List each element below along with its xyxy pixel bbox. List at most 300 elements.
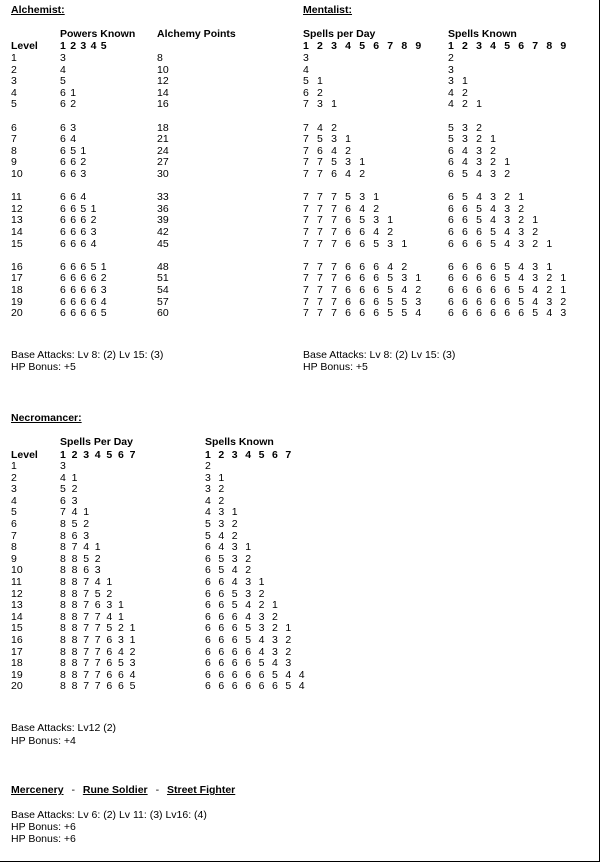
spells-known-cell: 3 bbox=[258, 622, 265, 635]
powers-known-cell: 6 bbox=[70, 191, 77, 204]
powers-known-cell: 6 bbox=[60, 272, 66, 285]
spells-known-cell: 3 bbox=[476, 156, 482, 169]
spells-known-cell: 3 bbox=[532, 272, 539, 285]
spells-per-day-cell: 1 bbox=[106, 576, 113, 588]
spells-known-cell: 6 bbox=[231, 657, 238, 670]
spells-per-day-cell: 8 bbox=[71, 634, 78, 646]
necromancer-title: Necromancer: bbox=[11, 412, 82, 424]
powers-known-cell: 6 bbox=[80, 214, 87, 227]
spells-per-day-cell: 6 bbox=[373, 284, 380, 296]
spells-per-day-cell: 4 bbox=[94, 576, 101, 588]
spells-per-day-cell: 8 bbox=[71, 576, 78, 588]
spells-per-day-cell: 6 bbox=[345, 214, 351, 227]
table-row bbox=[0, 99, 600, 111]
level-cell: 8 bbox=[11, 541, 17, 554]
spells-known-cell: 6 bbox=[476, 226, 482, 238]
necromancer-spd-level-number: 1 bbox=[60, 449, 66, 461]
spells-per-day-cell: 7 bbox=[83, 634, 90, 646]
powers-known-cell: 6 bbox=[60, 121, 66, 134]
spells-per-day-cell: 8 bbox=[71, 680, 78, 693]
powers-known-cell: 6 bbox=[60, 260, 66, 273]
spells-known-cell: 2 bbox=[448, 52, 454, 64]
spells-per-day-cell: 6 bbox=[373, 307, 380, 320]
spells-per-day-cell: 2 bbox=[83, 518, 90, 530]
spells-known-cell: 4 bbox=[546, 307, 553, 320]
spells-known-cell: 6 bbox=[448, 260, 454, 273]
spells-per-day-cell: 6 bbox=[118, 668, 124, 681]
spells-per-day-cell: 7 bbox=[303, 133, 309, 146]
spells-per-day-cell: 5 bbox=[83, 552, 90, 565]
spells-per-day-cell: 7 bbox=[303, 226, 309, 238]
spells-per-day-cell: 7 bbox=[331, 284, 337, 296]
alchemy-points-cell: 18 bbox=[157, 121, 169, 134]
spells-known-cell: 4 bbox=[245, 599, 252, 612]
spells-known-cell: 6 bbox=[504, 284, 511, 296]
spells-known-cell: 6 bbox=[476, 307, 482, 320]
spells-known-cell: 5 bbox=[448, 133, 454, 146]
spells-known-cell: 6 bbox=[448, 237, 454, 250]
mentalist-sk-level-number: 7 bbox=[532, 40, 539, 52]
spells-per-day-cell: 7 bbox=[331, 237, 337, 250]
spells-per-day-cell: 7 bbox=[303, 156, 309, 169]
powers-known-cell: 1 bbox=[70, 86, 77, 99]
mentalist-spd-level-number: 9 bbox=[415, 40, 422, 52]
powers-known-cell: 6 bbox=[60, 202, 66, 215]
spells-per-day-cell: 2 bbox=[387, 226, 394, 238]
mentalist-sk-level-number: 6 bbox=[518, 40, 525, 52]
spells-per-day-cell: 7 bbox=[317, 272, 323, 285]
spells-known-cell: 6 bbox=[462, 295, 468, 308]
spells-per-day-cell: 7 bbox=[331, 226, 337, 238]
spells-known-cell: 4 bbox=[476, 168, 482, 180]
necromancer-spd-header: Spells Per Day bbox=[60, 436, 133, 448]
spells-known-cell: 3 bbox=[462, 121, 468, 134]
alchemist-hp-bonus: HP Bonus: +5 bbox=[11, 361, 76, 373]
spells-known-cell: 3 bbox=[462, 133, 468, 146]
spells-per-day-cell: 8 bbox=[71, 564, 78, 577]
spells-per-day-cell: 2 bbox=[317, 86, 323, 99]
spells-known-cell: 6 bbox=[476, 284, 482, 296]
spells-per-day-cell: 6 bbox=[106, 634, 113, 646]
necromancer-spd-level-number: 3 bbox=[83, 449, 90, 461]
class-links-line bbox=[11, 785, 235, 797]
mentalist-sk-level-number: 5 bbox=[504, 40, 511, 52]
spells-per-day-cell: 2 bbox=[401, 260, 408, 273]
footer-hp-bonus-1: HP Bonus: +6 bbox=[11, 821, 76, 833]
table-row bbox=[0, 204, 600, 216]
mentalist-spd-level-number: 4 bbox=[345, 40, 351, 52]
spells-known-cell: 2 bbox=[462, 98, 468, 111]
spells-known-cell: 6 bbox=[462, 202, 468, 215]
spells-known-cell: 6 bbox=[205, 668, 211, 681]
powers-known-cell: 6 bbox=[60, 168, 66, 180]
spells-per-day-cell: 7 bbox=[303, 121, 309, 134]
spells-known-cell: 2 bbox=[245, 552, 252, 565]
spells-per-day-cell: 8 bbox=[71, 587, 78, 600]
spells-per-day-cell: 7 bbox=[303, 168, 309, 180]
spells-per-day-cell: 6 bbox=[373, 295, 380, 308]
spells-known-cell: 2 bbox=[476, 133, 482, 146]
spells-known-cell: 3 bbox=[285, 657, 292, 670]
necromancer-level-header: Level bbox=[11, 449, 38, 461]
spells-per-day-cell: 7 bbox=[317, 168, 323, 180]
level-cell: 2 bbox=[11, 471, 17, 484]
table-row bbox=[0, 297, 600, 309]
spells-known-cell: 2 bbox=[532, 237, 539, 250]
powers-known-cell: 2 bbox=[90, 214, 97, 227]
powers-known-cell: 6 bbox=[80, 284, 87, 296]
spells-per-day-cell: 7 bbox=[317, 202, 323, 215]
table-row bbox=[0, 554, 320, 566]
spells-known-cell: 2 bbox=[532, 226, 539, 238]
level-cell: 4 bbox=[11, 86, 17, 99]
level-cell: 11 bbox=[11, 191, 22, 204]
spells-per-day-cell: 7 bbox=[303, 284, 309, 296]
spells-per-day-cell: 5 bbox=[373, 237, 380, 250]
powers-known-cell: 6 bbox=[60, 284, 66, 296]
spells-known-cell: 1 bbox=[272, 599, 278, 612]
spells-known-cell: 3 bbox=[245, 576, 252, 588]
spells-known-cell: 3 bbox=[258, 610, 265, 623]
spells-per-day-cell: 3 bbox=[359, 191, 366, 204]
level-cell: 1 bbox=[11, 460, 17, 472]
level-cell: 11 bbox=[11, 576, 22, 588]
powers-known-cell: 6 bbox=[60, 191, 66, 204]
mentalist-base-attacks: Base Attacks: Lv 8: (2) Lv 15: (3) bbox=[303, 349, 456, 361]
level-cell: 5 bbox=[11, 506, 17, 519]
spells-known-cell: 6 bbox=[231, 622, 238, 635]
powers-known-cell: 6 bbox=[60, 226, 66, 238]
spells-known-cell: 3 bbox=[546, 295, 553, 308]
spells-per-day-cell: 2 bbox=[415, 284, 422, 296]
powers-known-cell: 6 bbox=[60, 295, 66, 308]
spells-per-day-cell: 1 bbox=[71, 471, 78, 484]
powers-known-cell: 2 bbox=[100, 272, 107, 285]
necromancer-sk-level-number: 5 bbox=[258, 449, 265, 461]
spells-known-cell: 2 bbox=[476, 121, 482, 134]
spells-known-cell: 4 bbox=[532, 284, 539, 296]
table-row bbox=[0, 461, 320, 473]
spells-known-cell: 3 bbox=[504, 214, 511, 227]
spells-per-day-cell: 6 bbox=[317, 144, 323, 157]
spells-known-cell: 6 bbox=[231, 668, 238, 681]
mentalist-sk-level-number: 1 bbox=[448, 40, 454, 52]
spells-known-cell: 4 bbox=[218, 529, 225, 542]
spells-known-cell: 3 bbox=[218, 506, 225, 519]
spells-per-day-cell: 7 bbox=[83, 576, 90, 588]
spells-per-day-cell: 7 bbox=[83, 680, 90, 693]
spells-known-cell: 6 bbox=[258, 680, 265, 693]
spells-known-cell: 5 bbox=[476, 202, 482, 215]
spells-known-cell: 2 bbox=[285, 634, 292, 646]
footer-hp-bonus-2: HP Bonus: +6 bbox=[11, 833, 76, 845]
spells-known-cell: 6 bbox=[218, 634, 225, 646]
spells-known-cell: 4 bbox=[448, 98, 454, 111]
spells-per-day-cell: 7 bbox=[303, 272, 309, 285]
spells-known-cell: 2 bbox=[258, 587, 265, 600]
powers-known-cell: 6 bbox=[70, 202, 77, 215]
spells-per-day-cell: 8 bbox=[60, 518, 66, 530]
powers-known-cell: 6 bbox=[80, 260, 87, 273]
level-cell: 5 bbox=[11, 98, 17, 111]
table-row bbox=[0, 192, 600, 204]
mentalist-sk-level-number: 3 bbox=[476, 40, 482, 52]
mentalist-table bbox=[0, 53, 600, 343]
powers-known-cell: 6 bbox=[80, 272, 87, 285]
spells-known-cell: 4 bbox=[462, 156, 468, 169]
level-cell: 9 bbox=[11, 156, 17, 169]
spells-known-cell: 4 bbox=[504, 237, 511, 250]
table-row bbox=[0, 134, 600, 146]
necromancer-sk-level-number: 6 bbox=[272, 449, 278, 461]
powers-known-cell: 3 bbox=[100, 284, 107, 296]
powers-known-cell: 5 bbox=[70, 144, 77, 157]
mentalist-spd-level-number: 7 bbox=[387, 40, 394, 52]
spells-known-cell: 6 bbox=[205, 610, 211, 623]
alchemy-points-cell: 36 bbox=[157, 202, 169, 215]
table-row bbox=[0, 635, 320, 647]
spells-per-day-cell: 8 bbox=[60, 680, 66, 693]
table-row bbox=[0, 507, 320, 519]
spells-known-cell: 4 bbox=[205, 494, 211, 507]
spells-known-cell: 6 bbox=[205, 680, 211, 693]
level-cell: 16 bbox=[11, 260, 23, 273]
powers-known-cell: 6 bbox=[60, 156, 66, 169]
spells-per-day-cell: 5 bbox=[401, 307, 408, 320]
spells-known-cell: 6 bbox=[231, 645, 238, 658]
table-row bbox=[0, 53, 600, 65]
mentalist-spd-level-number: 3 bbox=[331, 40, 337, 52]
spells-known-cell: 1 bbox=[518, 191, 525, 204]
level-cell: 13 bbox=[11, 214, 23, 227]
spells-known-cell: 4 bbox=[298, 668, 305, 681]
powers-known-cell: 2 bbox=[80, 156, 87, 169]
spells-per-day-cell: 4 bbox=[415, 307, 422, 320]
spells-per-day-cell: 4 bbox=[359, 202, 366, 215]
spells-per-day-cell: 7 bbox=[331, 191, 337, 204]
mentalist-hp-bonus: HP Bonus: +5 bbox=[303, 361, 368, 373]
spells-per-day-cell: 6 bbox=[359, 237, 366, 250]
spells-per-day-cell: 8 bbox=[71, 552, 78, 565]
necromancer-sk-level-number: 3 bbox=[231, 449, 238, 461]
spells-per-day-cell: 7 bbox=[317, 260, 323, 273]
spells-per-day-cell: 7 bbox=[303, 98, 309, 111]
spells-per-day-cell: 1 bbox=[118, 610, 124, 623]
spells-per-day-cell: 7 bbox=[83, 645, 90, 658]
spells-known-cell: 1 bbox=[504, 156, 511, 169]
level-cell: 6 bbox=[11, 121, 17, 134]
spells-per-day-cell: 7 bbox=[317, 284, 323, 296]
spells-per-day-cell: 8 bbox=[71, 645, 78, 658]
spells-known-cell: 5 bbox=[518, 284, 525, 296]
powers-known-cell: 5 bbox=[100, 307, 107, 320]
spells-known-cell: 6 bbox=[218, 645, 225, 658]
powers-known-cell: 6 bbox=[70, 284, 77, 296]
spells-known-cell: 2 bbox=[490, 144, 496, 157]
spells-per-day-cell: 6 bbox=[94, 599, 101, 612]
necromancer-spd-level-number: 2 bbox=[71, 449, 78, 461]
level-cell: 9 bbox=[11, 552, 17, 565]
spells-known-cell: 5 bbox=[205, 529, 211, 542]
spells-per-day-cell: 6 bbox=[331, 168, 337, 180]
alchemy-points-cell: 45 bbox=[157, 237, 169, 250]
spells-known-cell: 3 bbox=[231, 541, 238, 554]
powers-known-cell: 3 bbox=[60, 52, 66, 64]
powers-known-cell: 6 bbox=[80, 237, 87, 250]
spells-known-cell: 6 bbox=[504, 307, 511, 320]
alchemy-points-cell: 33 bbox=[157, 191, 169, 204]
spells-per-day-cell: 1 bbox=[94, 541, 101, 554]
spells-per-day-cell: 1 bbox=[331, 98, 337, 111]
spells-per-day-cell: 6 bbox=[106, 668, 113, 681]
spells-known-cell: 6 bbox=[448, 307, 454, 320]
spells-known-cell: 2 bbox=[258, 599, 265, 612]
spells-per-day-cell: 4 bbox=[401, 284, 408, 296]
spells-per-day-cell: 7 bbox=[331, 214, 337, 227]
spells-per-day-cell: 6 bbox=[359, 295, 366, 308]
spells-per-day-cell: 2 bbox=[129, 645, 136, 658]
spells-per-day-cell: 5 bbox=[118, 657, 124, 670]
table-row bbox=[0, 123, 600, 135]
spells-per-day-cell: 1 bbox=[415, 272, 422, 285]
spells-known-cell: 5 bbox=[245, 634, 252, 646]
spells-per-day-cell: 7 bbox=[94, 645, 101, 658]
spells-known-cell: 6 bbox=[272, 680, 278, 693]
spells-per-day-cell: 2 bbox=[345, 144, 351, 157]
spells-known-cell: 4 bbox=[258, 645, 265, 658]
spells-known-cell: 4 bbox=[298, 680, 305, 693]
spells-per-day-cell: 5 bbox=[129, 680, 136, 693]
spells-known-cell: 6 bbox=[205, 657, 211, 670]
spells-known-cell: 2 bbox=[218, 483, 225, 496]
necromancer-sk-level-number: 4 bbox=[245, 449, 252, 461]
powers-known-cell: 6 bbox=[60, 307, 66, 320]
spells-known-cell: 6 bbox=[245, 657, 252, 670]
alchemy-points-cell: 60 bbox=[157, 307, 169, 320]
spells-per-day-cell: 7 bbox=[83, 657, 90, 670]
spells-per-day-cell: 4 bbox=[317, 121, 323, 134]
alchemy-points-cell: 8 bbox=[157, 52, 163, 64]
spells-known-cell: 1 bbox=[285, 622, 292, 635]
powers-known-cell: 6 bbox=[60, 237, 66, 250]
spells-known-cell: 6 bbox=[462, 307, 468, 320]
mentalist-spd-level-number: 8 bbox=[401, 40, 408, 52]
level-cell: 17 bbox=[11, 645, 23, 658]
table-row bbox=[0, 577, 320, 589]
table-row bbox=[0, 484, 320, 496]
alchemist-points-header: Alchemy Points bbox=[157, 28, 236, 40]
spells-per-day-cell: 7 bbox=[317, 191, 323, 204]
powers-known-cell: 6 bbox=[90, 272, 97, 285]
powers-known-cell: 6 bbox=[90, 284, 97, 296]
spells-known-cell: 6 bbox=[490, 272, 496, 285]
spells-per-day-cell: 6 bbox=[60, 494, 66, 507]
spells-per-day-cell: 6 bbox=[359, 307, 366, 320]
powers-known-cell: 6 bbox=[70, 260, 77, 273]
powers-known-cell: 6 bbox=[80, 307, 87, 320]
alchemy-points-cell: 48 bbox=[157, 260, 169, 273]
spells-known-cell: 5 bbox=[231, 599, 238, 612]
spells-known-cell: 2 bbox=[245, 564, 252, 577]
alchemist-power-level-number: 4 bbox=[90, 40, 97, 52]
spells-per-day-cell: 7 bbox=[303, 307, 309, 320]
spells-per-day-cell: 8 bbox=[60, 552, 66, 565]
alchemy-points-cell: 24 bbox=[157, 144, 169, 157]
spells-known-cell: 6 bbox=[245, 645, 252, 658]
spells-known-cell: 3 bbox=[448, 75, 454, 88]
necromancer-spd-level-number: 4 bbox=[94, 449, 101, 461]
spells-per-day-cell: 7 bbox=[317, 237, 323, 250]
spells-per-day-cell: 8 bbox=[60, 576, 66, 588]
spells-per-day-cell: 7 bbox=[94, 610, 101, 623]
level-cell: 3 bbox=[11, 483, 17, 496]
level-cell: 20 bbox=[11, 307, 23, 320]
spells-per-day-cell: 6 bbox=[345, 202, 351, 215]
mentalist-sk-level-number: 9 bbox=[560, 40, 567, 52]
spells-per-day-cell: 6 bbox=[118, 680, 124, 693]
spells-per-day-cell: 7 bbox=[94, 680, 101, 693]
spells-known-cell: 6 bbox=[504, 295, 511, 308]
spells-known-cell: 3 bbox=[245, 587, 252, 600]
alchemy-points-cell: 51 bbox=[157, 272, 169, 285]
powers-known-cell: 6 bbox=[70, 295, 77, 308]
spells-known-cell: 4 bbox=[205, 506, 211, 519]
street-fighter-link: Street Fighter bbox=[166, 784, 236, 796]
spells-per-day-cell: 5 bbox=[94, 587, 101, 600]
spells-known-cell: 4 bbox=[476, 191, 482, 204]
spells-known-cell: 4 bbox=[490, 214, 496, 227]
spells-known-cell: 6 bbox=[476, 260, 482, 273]
spells-known-cell: 5 bbox=[476, 214, 482, 227]
spells-per-day-cell: 8 bbox=[60, 668, 66, 681]
alchemist-power-level-number: 2 bbox=[70, 40, 77, 52]
spells-per-day-cell: 7 bbox=[94, 634, 101, 646]
spells-per-day-cell: 6 bbox=[345, 237, 351, 250]
footer-base-attacks: Base Attacks: Lv 6: (2) Lv 11: (3) Lv16: (4) bbox=[11, 809, 207, 821]
spells-per-day-cell: 3 bbox=[415, 295, 422, 308]
level-cell: 19 bbox=[11, 295, 23, 308]
spells-known-cell: 3 bbox=[532, 260, 539, 273]
spells-known-cell: 1 bbox=[476, 98, 482, 111]
spells-known-cell: 6 bbox=[205, 587, 211, 600]
table-row bbox=[0, 681, 320, 693]
powers-known-cell: 6 bbox=[60, 144, 66, 157]
mentalist-spd-level-number: 6 bbox=[373, 40, 380, 52]
powers-known-cell: 6 bbox=[70, 307, 77, 320]
spells-per-day-cell: 4 bbox=[71, 506, 78, 519]
spells-per-day-cell: 5 bbox=[317, 133, 323, 146]
spells-per-day-cell: 7 bbox=[317, 156, 323, 169]
spells-known-cell: 2 bbox=[231, 518, 238, 530]
level-cell: 17 bbox=[11, 272, 23, 285]
spells-known-cell: 4 bbox=[285, 668, 292, 681]
spells-known-cell: 2 bbox=[560, 295, 567, 308]
spells-known-cell: 6 bbox=[448, 202, 454, 215]
alchemist-level-header: Level bbox=[11, 40, 38, 52]
spells-per-day-cell: 8 bbox=[60, 529, 66, 542]
spells-per-day-cell: 7 bbox=[317, 214, 323, 227]
spells-per-day-cell: 6 bbox=[106, 680, 113, 693]
powers-known-cell: 4 bbox=[90, 237, 97, 250]
table-row bbox=[0, 88, 600, 100]
spells-per-day-cell: 8 bbox=[60, 622, 66, 635]
spells-known-cell: 2 bbox=[272, 622, 278, 635]
table-row bbox=[0, 215, 600, 227]
spells-known-cell: 1 bbox=[231, 506, 238, 519]
spells-known-cell: 6 bbox=[490, 307, 496, 320]
spells-known-cell: 6 bbox=[448, 214, 454, 227]
level-cell: 6 bbox=[11, 518, 17, 530]
